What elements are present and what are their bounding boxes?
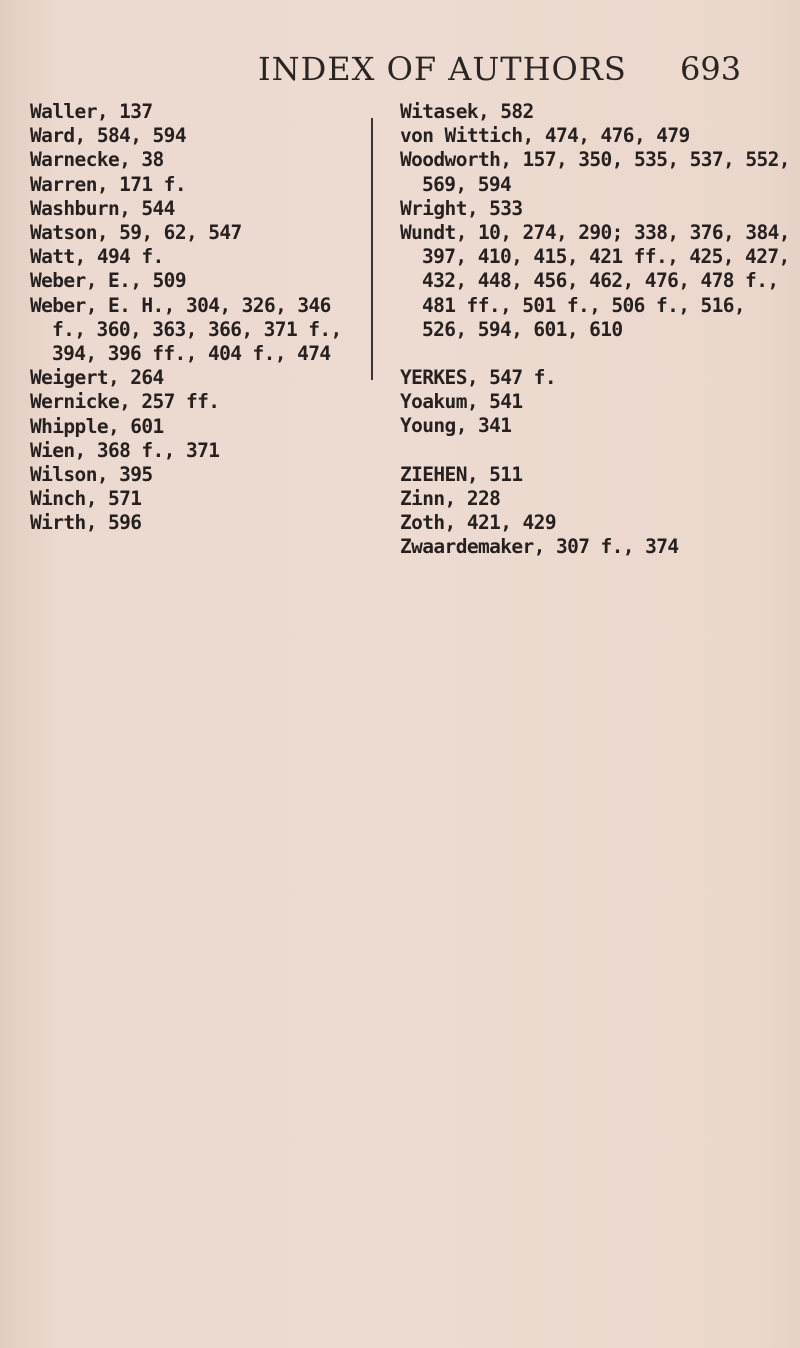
- index-entry-wernicke: Wernicke, 257 ff.: [30, 390, 220, 414]
- index-entry-winch: Winch, 571: [30, 487, 142, 511]
- index-entry-zwaardemaker: Zwaardemaker, 307 f., 374: [400, 535, 679, 559]
- index-entry-witasek: Witasek, 582: [400, 100, 534, 123]
- page-number: 693: [680, 50, 742, 88]
- index-entry-woodworth: Woodworth, 157, 350, 535, 537, 552, 569, 594: [400, 148, 790, 196]
- index-entry-young: Young, 341: [400, 414, 512, 438]
- index-entry-watt: Watt, 494 f.: [30, 245, 164, 269]
- index-entry-washburn: Washburn, 544: [30, 196, 175, 220]
- index-entry-wilson: Wilson, 395: [30, 463, 153, 487]
- right-index-column: [400, 100, 800, 559]
- index-entry-von-wittich: von Wittich, 474, 476, 479: [400, 124, 690, 148]
- index-entry-wien: Wien, 368 f., 371: [30, 438, 220, 462]
- index-entry-wright: Wright, 533: [400, 196, 523, 220]
- index-entry-wundt: Wundt, 10, 274, 290; 338, 376, 384, 397, 410, 415, 421 ff., 425, 427, 432, 448, 456, 462, 476, 478 f., 481 ff., 501 f., 506 f., 516, 526, 594, 601, 610: [400, 221, 790, 341]
- running-head: [0, 48, 800, 94]
- left-index-column: [30, 100, 360, 536]
- index-entry-wirth: Wirth, 596: [30, 511, 142, 535]
- index-entry-ziehen: ZIEHEN, 511: [400, 462, 523, 486]
- index-entry-yerkes: YERKES, 547 f.: [400, 366, 556, 390]
- index-entry-weigert: Weigert, 264: [30, 366, 164, 390]
- index-entry-warren: Warren, 171 f.: [30, 172, 186, 196]
- index-entry-warnecke: Warnecke, 38: [30, 148, 164, 172]
- index-entry-waller: Waller, 137: [30, 100, 153, 123]
- index-entry-watson: Watson, 59, 62, 547: [30, 221, 242, 245]
- index-entry-yoakum: Yoakum, 541: [400, 390, 523, 414]
- index-entry-ward: Ward, 584, 594: [30, 124, 186, 148]
- column-divider: [371, 118, 373, 380]
- index-entry-weber-e-h: Weber, E. H., 304, 326, 346 f., 360, 363, 366, 371 f., 394, 396 ff., 404 f., 474: [30, 293, 342, 366]
- index-entry-zoth: Zoth, 421, 429: [400, 511, 556, 535]
- index-entry-whipple: Whipple, 601: [30, 414, 164, 438]
- page-title: INDEX OF AUTHORS: [258, 50, 627, 88]
- index-entry-zinn: Zinn, 228: [400, 486, 501, 510]
- index-entry-weber-e: Weber, E., 509: [30, 269, 186, 293]
